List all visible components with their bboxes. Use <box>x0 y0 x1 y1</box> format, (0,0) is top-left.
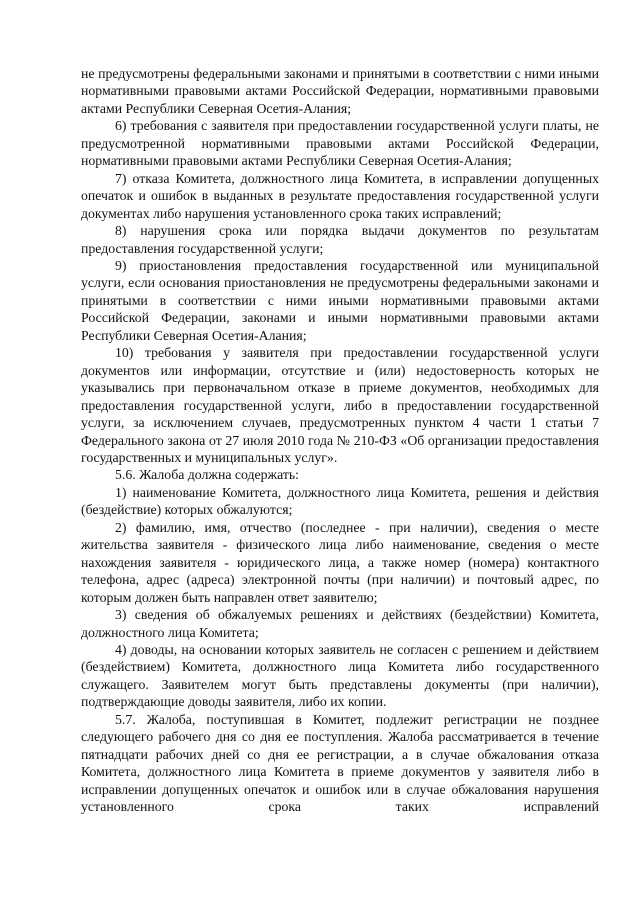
paragraph-5-6-item-2: 2) фамилию, имя, отчество (последнее - при наличии), сведения о месте жительства заявителя - физического лица либо наименование, сведения о месте нахождения заявителя - юридического лица, а также номер (номера) контактного телефона, адрес (адреса) электронной почты (при наличии) и почтовый адрес, по которым должен быть направлен ответ заявителю; <box>81 519 599 605</box>
section-5-6-heading: 5.6. Жалоба должна содержать: <box>115 467 300 483</box>
document-page <box>81 65 599 815</box>
paragraph-item-7: 7) отказа Комитета, должностного лица Комитета, в исправлении допущенных опечаток и ошибок в выданных в результате предоставления государственной услуги документах либо нарушения установленного срока таких исправлений; <box>81 170 599 221</box>
paragraph-5-6-item-3: 3) сведения об обжалуемых решениях и действиях (бездействии) Комитета, должностного лица Комитета; <box>81 607 599 640</box>
paragraph-item-6: 6) требования с заявителя при предоставлении государственной услуги платы, не предусмотренной нормативными правовыми актами Российской Федерации, нормативными правовыми актами Республики Северная Осетия-Алания; <box>81 118 599 169</box>
paragraph-item-9: 9) приостановления предоставления государственной или муниципальной услуги, если основания приостановления не предусмотрены федеральными законами и принятыми в соответствии с ними иными нормативными правовыми актами Российской Федерации, законами и иными нормативными правовыми актами Республики Северная Осетия-Алания; <box>81 257 599 343</box>
section-5-7-paragraph: 5.7. Жалоба, поступившая в Комитет, подлежит регистрации не позднее следующего рабочего дня со дня ее поступления. Жалоба рассматривается в течение пятнадцати рабочих дней со дня ее регистрации, а в случае обжалования отказа Комитета, должностного лица Комитета в приеме документов у заявителя либо в исправлении допущенных опечаток и ошибок или в случае обжалования нарушения установленного срока таких исправлений <box>81 711 599 815</box>
paragraph-5-6-item-1: 1) наименование Комитета, должностного лица Комитета, решения и действия (бездействие) которых обжалуются; <box>81 484 599 518</box>
paragraph-5-6-item-4: 4) доводы, на основании которых заявитель не согласен с решением и действием (бездействием) Комитета, должностного лица Комитета либо государственного служащего. Заявителем могут быть представлены документы (при наличии), подтверждающие доводы заявителя, либо их копии. <box>81 641 599 710</box>
paragraph-item-10: 10) требования у заявителя при предоставлении государственной услуги документов или информации, отсутствие и (или) недостоверность которых не указывались при первоначальном отказе в приеме документов, необходимых для предоставления государственной услуги, либо в предоставлении государственной услуги, за исключением случаев, предусмотренных пунктом 4 части 1 статьи 7 Федерального закона от 27 июля 2010 года № 210-ФЗ «Об организации предоставления государственных и муниципальных услуг». <box>81 345 599 465</box>
paragraph-continuation: не предусмотрены федеральными законами и принятыми в соответствии с ними иными нормативными правовыми актами Российской Федерации, нормативными правовыми актами Республики Северная Осетия-Алания; <box>81 66 599 116</box>
paragraph-item-8: 8) нарушения срока или порядка выдачи документов по результатам предоставления государственной услуги; <box>81 223 599 256</box>
